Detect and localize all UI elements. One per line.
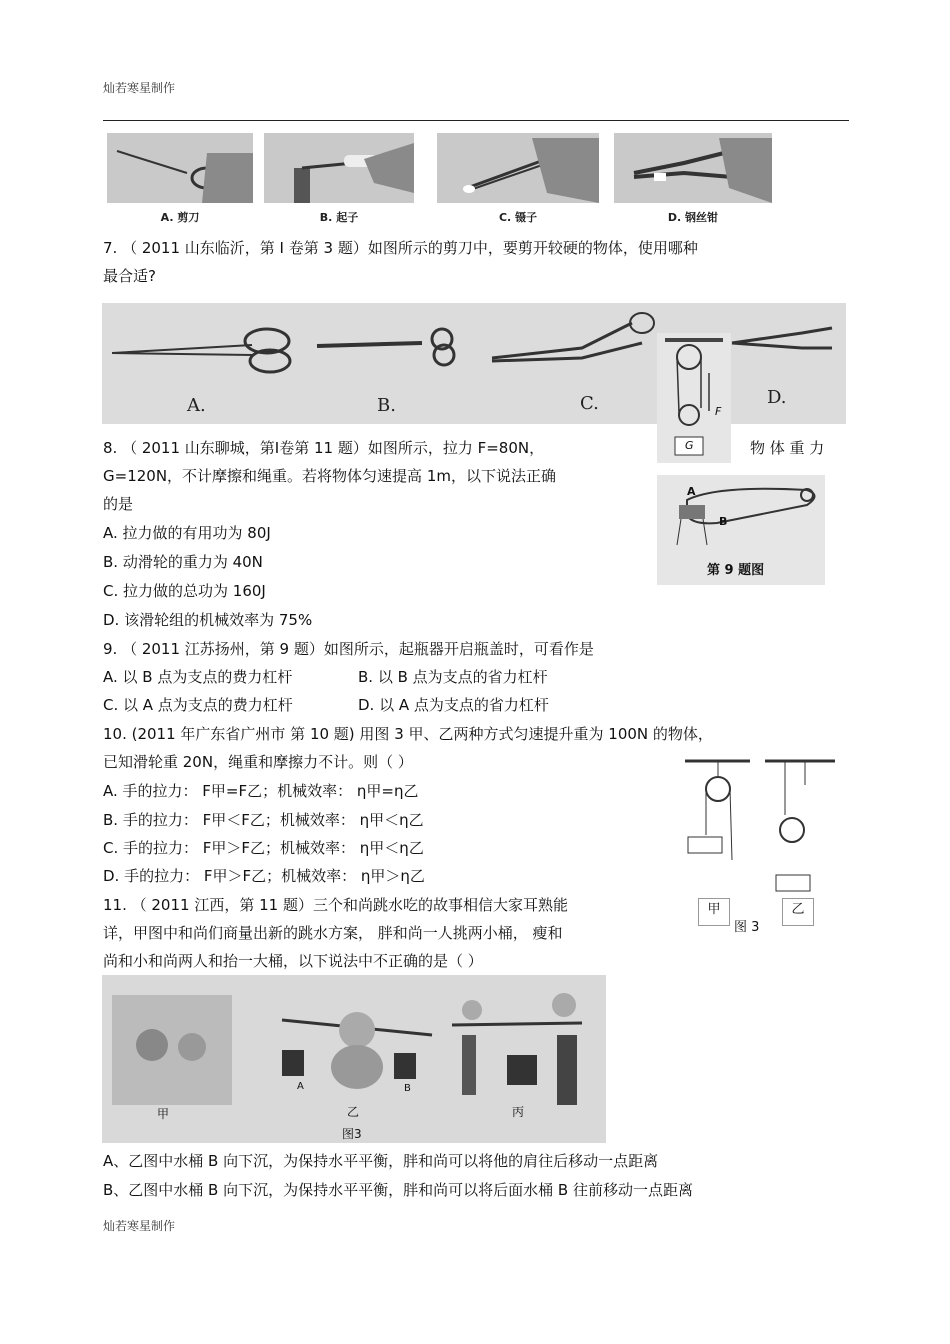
q9-point-a: A <box>687 485 696 498</box>
q10-line2: 已知滑轮重 20N，绳重和摩擦力不计。则（ ） <box>103 753 413 771</box>
q10-option-a: A. 手的拉力： F甲=F乙；机械效率： η甲=η乙 <box>103 782 419 800</box>
tweezers-photo <box>437 133 599 203</box>
q11-bucket-a: A <box>297 1081 304 1092</box>
q11-line3: 尚和小和尚两人和抬一大桶，以下说法中不正确的是（ ） <box>103 952 483 970</box>
q8-pulley-figure <box>657 333 731 463</box>
q7-line1: 7. （ 2011 山东临沂，第 Ⅰ 卷第 3 题）如图所示的剪刀中，要剪开较硬的物体，使用哪种 <box>103 239 698 257</box>
q9-fig-caption: 第 9 题图 <box>707 563 765 578</box>
q11-fig-label-yi: 乙 <box>347 1105 360 1119</box>
footer-maker: 灿若寒星制作 <box>103 1219 176 1233</box>
scissors-photo <box>107 133 253 203</box>
q10-line1: 10. (2011 年广东省广州市 第 10 题) 用图 3 甲、乙两种方式匀速提升重为 100N 的物体， <box>103 725 713 743</box>
q10-option-d: D. 手的拉力： F甲＞F乙；机械效率： η甲＞η乙 <box>103 867 425 885</box>
scissors-label-b: B. <box>377 395 396 416</box>
q9-point-b: B <box>719 515 728 528</box>
header-rule <box>103 120 849 121</box>
q9-option-c: C. 以 A 点为支点的费力杠杆 <box>103 696 293 714</box>
q9-figure <box>657 475 825 585</box>
scissors-label-c: C. <box>580 393 599 414</box>
tool-caption-d: D. 钢丝钳 <box>667 211 719 224</box>
header-maker: 灿若寒星制作 <box>103 81 176 95</box>
tool-caption-a: A. 剪刀 <box>160 211 200 224</box>
scissors-label-a: A. <box>187 395 206 416</box>
q11-fig-caption: 图3 <box>342 1127 362 1141</box>
scissors-icon <box>107 133 253 203</box>
weight-label: G <box>685 439 694 452</box>
opener-photo <box>264 133 414 203</box>
q8-line2: G=120N，不计摩擦和绳重。若将物体匀速提高 1m，以下说法正确 <box>103 467 556 485</box>
scissors-label-d: D. <box>767 387 787 408</box>
bottle-opener-icon <box>264 133 414 203</box>
tool-caption-c: C. 镊子 <box>498 211 538 224</box>
q7-line2: 最合适? <box>103 267 156 285</box>
q8-option-b: B. 动滑轮的重力为 40N <box>103 553 263 571</box>
q9-option-a: A. 以 B 点为支点的费力杠杆 <box>103 668 293 686</box>
q8-line1: 8. （ 2011 山东聊城，第Ⅰ卷第 11 题）如图所示，拉力 F=80N， <box>103 439 545 457</box>
q8-option-d: D. 该滑轮组的机械效率为 75% <box>103 611 313 629</box>
scissors-figure <box>102 303 846 424</box>
q11-fig-label-jia: 甲 <box>157 1107 170 1121</box>
pulley-system-icon <box>657 333 731 463</box>
two-pulleys-icon <box>680 755 840 895</box>
q10-option-c: C. 手的拉力： F甲＞F乙；机械效率： η甲＜η乙 <box>103 839 424 857</box>
q10-option-b: B. 手的拉力： F甲＜F乙；机械效率： η甲＜η乙 <box>103 811 424 829</box>
q11-line2: 详，甲图中和尚们商量出新的跳水方案， 胖和尚一人挑两小桶， 瘦和 <box>103 924 563 942</box>
q8-option-c: C. 拉力做的总功为 160J <box>103 582 266 600</box>
q10-fig-right: 乙 <box>782 898 814 926</box>
q11-line1: 11. （ 2011 江西，第 11 题）三个和尚跳水吃的故事相信大家耳熟能 <box>103 896 568 914</box>
q9-line1: 9. （ 2011 江苏扬州，第 9 题）如图所示，起瓶器开启瓶盖时，可看作是 <box>103 640 594 658</box>
q10-fig-left: 甲 <box>698 898 730 926</box>
q10-figure <box>680 755 840 935</box>
q10-fig-caption: 图 3 <box>734 920 760 935</box>
q8-line3: 的是 <box>103 495 134 513</box>
q9-option-d: D. 以 A 点为支点的省力杠杆 <box>358 696 549 714</box>
force-label: F <box>715 405 722 418</box>
q11-bucket-b: B <box>404 1083 411 1094</box>
q8-option-a: A. 拉力做的有用功为 80J <box>103 524 271 542</box>
q8-line1-right: 物 体 重 力 <box>750 439 825 457</box>
q9-option-b: B. 以 B 点为支点的省力杠杆 <box>358 668 548 686</box>
tweezers-icon <box>437 133 599 203</box>
q11-option-a: A、乙图中水桶 B 向下沉，为保持水平平衡，胖和尚可以将他的肩往后移动一点距离 <box>103 1152 659 1170</box>
q11-option-b: B、乙图中水桶 B 向下沉，为保持水平平衡，胖和尚可以将后面水桶 B 往前移动一点距离 <box>103 1181 693 1199</box>
pliers-photo <box>614 133 772 203</box>
q11-cartoon <box>102 975 606 1143</box>
q11-fig-label-bing: 丙 <box>512 1105 525 1119</box>
scissors-set-icon <box>102 303 846 424</box>
pliers-icon <box>614 133 772 203</box>
tool-caption-b: B. 起子 <box>319 211 359 224</box>
